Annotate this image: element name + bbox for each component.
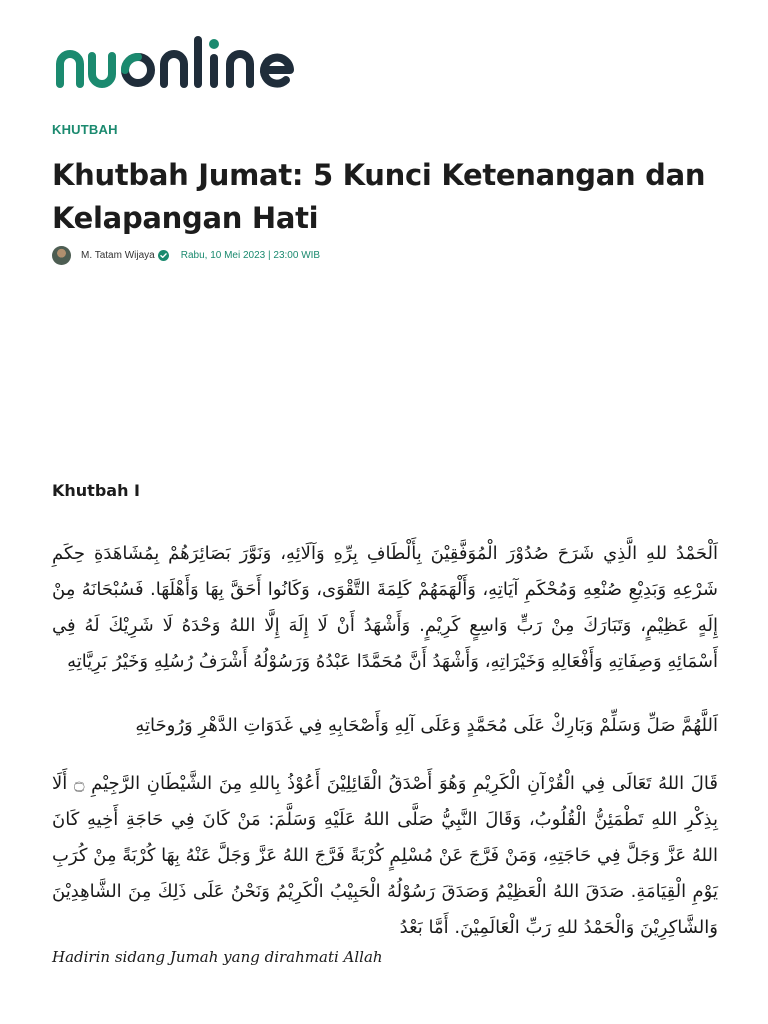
arabic-paragraph-quote: قَالَ اللهُ تَعَالَى فِي الْقُرْآنِ الْكَرِيْمِ وَهُوَ أَصْدَقُ الْقَائِلِيْنَ أَعُوْذُ بِاللهِ مِنَ الشَّيْطَانِ الرَّجِيْمِ ۝ أَلَا بِذِكْرِ اللهِ تَطْمَئِنُّ الْقُلُوبُ، وَقَالَ النَّبِيُّ صَلَّى اللهُ عَلَيْهِ وَسَلَّمَ: مَنْ كَانَ فِي حَاجَةِ أَخِيهِ كَانَ اللهُ عَزَّ وَجَلَّ فِي حَاجَتِهِ، وَمَنْ فَرَّجَ عَنْ مُسْلِمٍ كُرْبَةً فَرَّجَ اللهُ عَزَّ وَجَلَّ عَنْهُ بِهَا كُرْبَةً مِنْ كُرَبِ يَوْمِ الْقِيَامَةِ. صَدَقَ اللهُ الْعَظِيْمُ وَصَدَقَ رَسُوْلُهُ الْحَبِيْبُ الْكَرِيْمُ وَنَحْنُ عَلَى ذَلِكَ مِنَ الشَّاهِدِيْنَ وَالشَّاكِرِيْنَ وَالْحَمْدُ للهِ رَبِّ الْعَالَمِيْنَ. أَمَّا بَعْدُ: [52, 773, 718, 938]
category-link[interactable]: KHUTBAH: [52, 122, 118, 137]
section-heading: Khutbah I: [52, 481, 140, 500]
publish-date: Rabu, 10 Mei 2023 | 23:00 WIB: [180, 249, 321, 261]
author-avatar[interactable]: [52, 246, 71, 265]
byline: [52, 245, 320, 265]
arabic-paragraph-shalawat: اَللَّهُمَّ صَلِّ وَسَلِّمْ وَبَارِكْ عَلَى مُحَمَّدٍ وَعَلَى آلِهِ وَأَصْحَابِهِ فِي غَدَوَاتِ الدَّهْرِ وَرُوحَاتِهِ: [135, 715, 718, 736]
article-title: Khutbah Jumat: 5 Kunci Ketenangan dan Kelapangan Hati: [52, 158, 706, 235]
arabic-paragraph-opening: اَلْحَمْدُ للهِ الَّذِي شَرَحَ صُدُوْرَ الْمُوَفَّقِيْنَ بِأَلْطَافِ بِرِّهِ وَآلَائِهِ، وَنَوَّرَ بَصَائِرَهُمْ بِمُشَاهَدَةِ حِكَمِ شَرْعِهِ وَبَدِيْعِ صُنْعِهِ وَمُحْكَمِ آيَاتِهِ، وَأَلْهَمَهُمْ كَلِمَةَ التَّقْوَى، وَكَانُوا أَحَقَّ بِهَا وَأَهْلَهَا. فَسُبْحَانَهُ مِنْ إِلَهٍ عَظِيْمٍ، وَتَبَارَكَ مِنْ رَبٍّ وَاسِعٍ كَرِيْمٍ. وَأَشْهَدُ أَنْ لَا إِلَهَ إِلَّا اللهُ وَحْدَهُ لَا شَرِيْكَ لَهُ فِي أَسْمَائِهِ وَصِفَاتِهِ وَأَفْعَالِهِ وَخَيْرَاتِهِ، وَأَشْهَدُ أَنَّ مُحَمَّدًا عَبْدُهُ وَرَسُوْلُهُ أَشْرَفُ رُسُلِهِ وَخَيْرُ بَرِيَّاتِهِ: [52, 543, 718, 672]
author-name-link[interactable]: M. Tatam Wijaya: [81, 249, 155, 261]
nuonline-logo[interactable]: [52, 32, 314, 96]
verified-badge-icon: [158, 250, 169, 261]
italic-address-line: Hadirin sidang Jumah yang dirahmati Allah: [52, 948, 383, 966]
